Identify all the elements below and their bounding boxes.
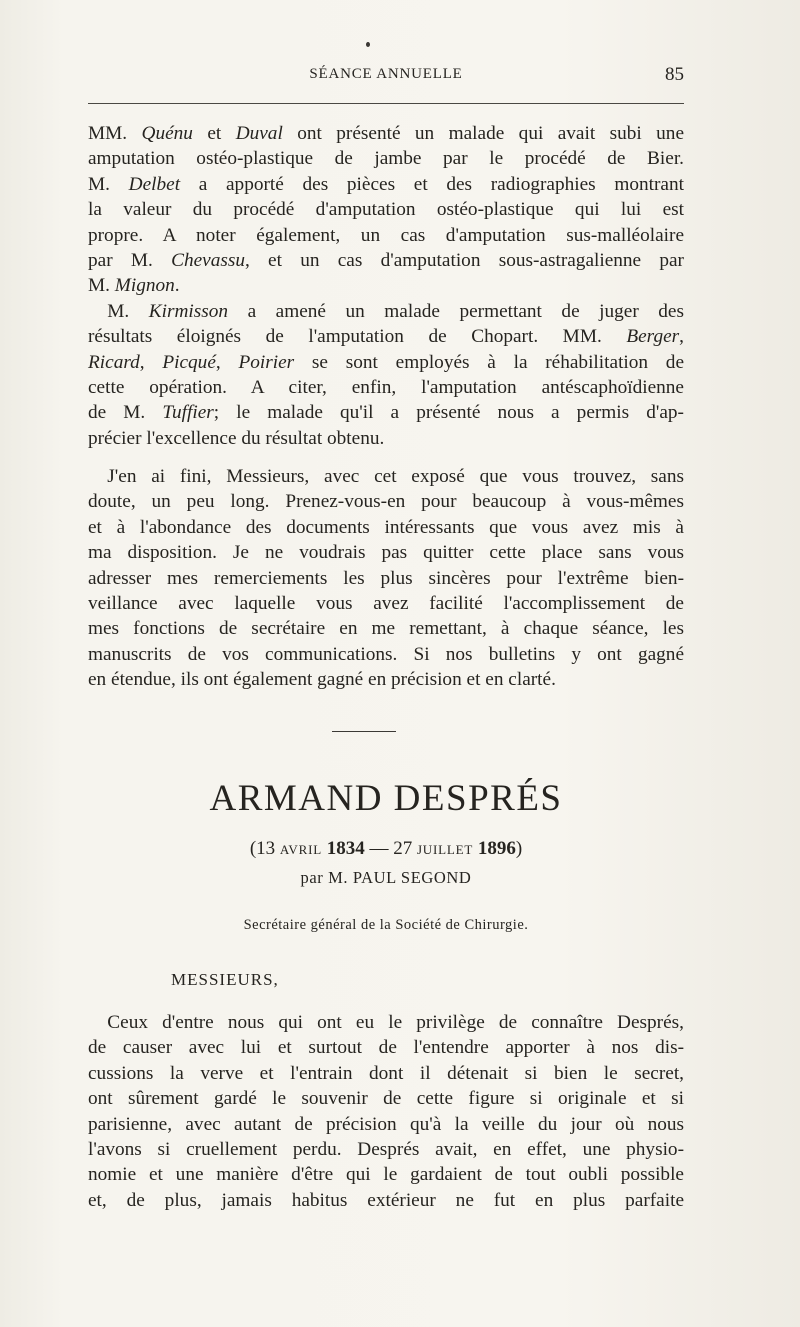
text-run: et à l'abondance des documents intéressants que vous avez mis à bbox=[88, 516, 684, 538]
italic-name: Tuffier bbox=[162, 402, 214, 424]
italic-name: Mignon bbox=[114, 275, 175, 297]
life-dates bbox=[88, 838, 684, 860]
author-role: Secrétaire général de la Société de Chirurgie. bbox=[243, 917, 529, 933]
text-line bbox=[88, 1162, 684, 1187]
text-run: l'avons si cruellement perdu. Després avait, en effet, une physio- bbox=[88, 1138, 684, 1160]
text-run: . bbox=[174, 275, 180, 297]
text-run: nomie et une manière d'être qui le gardaient de tout oubli possible bbox=[88, 1164, 684, 1186]
dates-close-paren: ) bbox=[515, 838, 523, 859]
text-run: ; le malade qu'il a présenté nous a permis d'ap- bbox=[213, 402, 684, 424]
text-run: cette opération. A citer, enfin, l'amputation antéscaphoïdienne bbox=[88, 376, 684, 398]
dates-open-paren: ( bbox=[249, 838, 257, 859]
text-run: et, de plus, jamais habitus extérieur ne fut en plus parfaite bbox=[88, 1189, 684, 1211]
article-title: ARMAND DESPRÉS bbox=[209, 778, 563, 819]
birth-year: 1834 bbox=[321, 838, 365, 859]
text-line bbox=[88, 667, 684, 692]
text-line bbox=[88, 540, 684, 565]
birth-day: 13 bbox=[256, 838, 280, 859]
text-line bbox=[88, 273, 684, 298]
text-run: M. bbox=[88, 300, 149, 322]
italic-name: Chevassu bbox=[171, 249, 245, 271]
text-run: adresser mes remerciements les plus sincères pour l'extrême bien- bbox=[88, 567, 684, 589]
dates-dash: — bbox=[364, 838, 394, 859]
paragraph-closing bbox=[88, 464, 684, 693]
text-run: mes fonctions de secrétaire en me remettant, à chaque séance, les bbox=[88, 618, 684, 640]
text-run: en étendue, ils ont également gagné en précision et en clarté. bbox=[88, 669, 556, 691]
text-line bbox=[88, 324, 684, 349]
italic-name: Quénu bbox=[141, 123, 193, 144]
header-rule bbox=[88, 103, 684, 104]
text-line bbox=[88, 1188, 684, 1213]
ink-speck bbox=[366, 42, 370, 47]
text-line bbox=[88, 350, 684, 375]
page-number: 85 bbox=[665, 64, 684, 85]
text-run: a amené un malade permettant de juger des bbox=[228, 300, 684, 322]
running-header bbox=[88, 64, 684, 88]
text-line bbox=[88, 642, 684, 667]
text-line bbox=[88, 515, 684, 540]
section-separator-rule bbox=[332, 731, 396, 732]
death-month: JUILLET bbox=[416, 842, 474, 857]
text-run: veillance avec laquelle vous avez facilité l'accomplissement de bbox=[88, 592, 684, 614]
text-line bbox=[88, 121, 684, 146]
text-line bbox=[88, 1035, 684, 1060]
text-run: se sont employés à la réhabilitation de bbox=[294, 351, 685, 373]
text-run: a apporté des pièces et des radiographies montrant bbox=[180, 173, 684, 195]
text-run: MM. bbox=[88, 123, 142, 144]
paragraph-amputations bbox=[88, 121, 684, 451]
text-line bbox=[88, 223, 684, 248]
text-line bbox=[88, 172, 684, 197]
text-line bbox=[88, 1086, 684, 1111]
italic-name: Kirmisson bbox=[148, 300, 229, 322]
italic-name: Picqué bbox=[162, 351, 216, 373]
text-line bbox=[88, 299, 684, 324]
italic-name: Berger bbox=[626, 326, 680, 348]
text-run: , bbox=[679, 326, 684, 348]
text-line bbox=[88, 146, 684, 171]
text-run: M. bbox=[88, 275, 115, 297]
italic-name: Poirier bbox=[238, 351, 295, 373]
text-run: doute, un peu long. Prenez-vous-en pour beaucoup à vous-mêmes bbox=[88, 491, 684, 513]
text-run: par M. bbox=[88, 249, 172, 271]
text-line bbox=[88, 1061, 684, 1086]
text-run: et bbox=[192, 123, 236, 144]
salutation: MESSIEURS, bbox=[171, 970, 279, 989]
text-line bbox=[88, 400, 684, 425]
text-line bbox=[88, 197, 684, 222]
text-line bbox=[88, 426, 684, 451]
text-run: de causer avec lui et surtout de l'entendre apporter à nos dis- bbox=[88, 1037, 684, 1059]
text-line bbox=[88, 1010, 684, 1035]
text-line bbox=[88, 248, 684, 273]
text-run: manuscrits de vos communications. Si nos bulletins y ont gagné bbox=[88, 643, 684, 665]
text-run: M. bbox=[88, 173, 129, 195]
text-run: J'en ai fini, Messieurs, avec cet exposé que vous trouvez, sans bbox=[88, 466, 684, 487]
running-title: SÉANCE ANNUELLE bbox=[309, 66, 463, 82]
italic-name: Duval bbox=[235, 123, 283, 144]
text-run: Ceux d'entre nous qui ont eu le privilège de connaître Després, bbox=[88, 1012, 684, 1033]
text-run: parisienne, avec autant de précision qu'à la veille du jour où nous bbox=[88, 1113, 684, 1135]
text-run: amputation ostéo-plastique de jambe par le procédé de Bier. bbox=[88, 148, 684, 170]
text-run: de M. bbox=[88, 402, 163, 424]
text-line bbox=[88, 464, 684, 489]
text-run: cussions la verve et l'entrain dont il détenait si bien le secret, bbox=[88, 1062, 684, 1084]
text-line bbox=[88, 566, 684, 591]
italic-name: Delbet bbox=[128, 173, 181, 195]
text-run: propre. A noter également, un cas d'amputation sus-malléolaire bbox=[88, 224, 684, 246]
birth-month: AVRIL bbox=[279, 842, 322, 857]
text-run: ont présenté un malade qui avait subi une bbox=[282, 123, 685, 144]
text-line bbox=[88, 1137, 684, 1162]
text-run: résultats éloignés de l'amputation de Chopart. MM. bbox=[88, 326, 627, 348]
death-year: 1896 bbox=[473, 838, 516, 859]
text-line bbox=[88, 591, 684, 616]
text-run: ont sûrement gardé le souvenir de cette figure si originale et si bbox=[88, 1088, 684, 1110]
paragraph-eulogy bbox=[88, 1010, 684, 1213]
text-run: la valeur du procédé d'amputation ostéo-plastique qui lui est bbox=[88, 199, 684, 221]
text-run: , bbox=[139, 351, 163, 373]
author-line: par M. PAUL SEGOND bbox=[300, 868, 472, 887]
text-line bbox=[88, 489, 684, 514]
text-line bbox=[88, 616, 684, 641]
text-run: précier l'excellence du résultat obtenu. bbox=[88, 427, 385, 449]
text-line bbox=[88, 375, 684, 400]
text-run: , et un cas d'amputation sous-astragalienne par bbox=[244, 249, 684, 271]
text-run: ma disposition. Je ne voudrais pas quitter cette place sans vous bbox=[88, 542, 684, 564]
text-line bbox=[88, 1112, 684, 1137]
death-day: 27 bbox=[393, 838, 417, 859]
text-run: , bbox=[215, 351, 239, 373]
italic-name: Ricard bbox=[88, 351, 140, 373]
